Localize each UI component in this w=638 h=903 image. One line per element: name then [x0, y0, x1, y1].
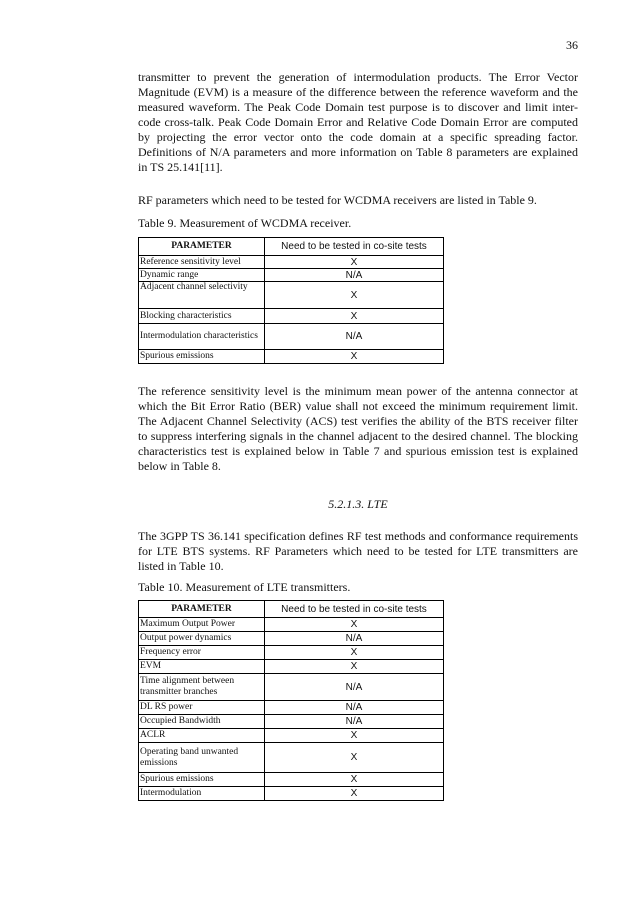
table10-cell-parameter: Spurious emissions [139, 773, 265, 787]
paragraph-wcdma-intro: RF parameters which need to be tested for WCDMA receivers are listed in Table 9. [138, 193, 537, 207]
table-row [139, 646, 444, 660]
table-row [139, 773, 444, 787]
table-row [139, 701, 444, 715]
table10-cell-parameter: Occupied Bandwidth [139, 715, 265, 729]
table10-cell-parameter: ACLR [139, 729, 265, 743]
table10-header-row [139, 601, 444, 618]
table-row [139, 282, 444, 309]
table9-cell-parameter: Intermodulation characteristics [139, 324, 265, 350]
table9-cell-value: X [265, 256, 444, 269]
table10-cell-value: X [265, 743, 444, 773]
table10-cell-parameter: Operating band unwanted emissions [139, 743, 265, 773]
table10-cell-value: X [265, 787, 444, 801]
table-row [139, 350, 444, 364]
table9 [138, 237, 444, 364]
paragraph-lte-intro: The 3GPP TS 36.141 specification defines RF test methods and conformance requirements for LTE BTS systems. RF Parameters which need to be tested for LTE transmitters are listed in Table 10. [138, 529, 578, 573]
table9-cell-value: N/A [265, 269, 444, 282]
page-number: 36 [566, 38, 578, 52]
table10-caption: Table 10. Measurement of LTE transmitters. [138, 580, 351, 594]
table10-cell-value: N/A [265, 632, 444, 646]
paragraph-evm: transmitter to prevent the generation of intermodulation products. The Error Vector Magnitude (EVM) is a measure of the difference between the reference waveform and the measured waveform. The Peak Code Domain test purpose is to discover and limit inter-code cross-talk. Peak Code Domain Error and Relative Code Domain Error are computed by projecting the error vector onto the code domain at a specific spreading factor. Definitions of N/A parameters and more information on Table 8 parameters are explained in TS 25.141[11]. [138, 70, 578, 174]
table-row [139, 632, 444, 646]
table10-cell-value: N/A [265, 715, 444, 729]
table-row [139, 787, 444, 801]
table10-cell-parameter: Frequency error [139, 646, 265, 660]
table10-header-parameter: PARAMETER [139, 601, 265, 618]
table-row [139, 256, 444, 269]
table9-cell-parameter: Spurious emissions [139, 350, 265, 364]
table10-cell-parameter: DL RS power [139, 701, 265, 715]
table10-cell-value: X [265, 729, 444, 743]
table10-cell-value: X [265, 646, 444, 660]
table9-cell-value: X [265, 350, 444, 364]
table9-header-row [139, 238, 444, 256]
table10-cell-parameter: Intermodulation [139, 787, 265, 801]
table9-header-need: Need to be tested in co-site tests [265, 238, 444, 256]
table-row [139, 324, 444, 350]
table-row [139, 660, 444, 674]
table9-header-parameter: PARAMETER [139, 238, 265, 256]
table10-header-need: Need to be tested in co-site tests [265, 601, 444, 618]
table10-cell-value: N/A [265, 701, 444, 715]
table9-caption: Table 9. Measurement of WCDMA receiver. [138, 216, 352, 230]
table10-cell-parameter: Output power dynamics [139, 632, 265, 646]
table10-cell-value: X [265, 618, 444, 632]
table10-cell-parameter: Maximum Output Power [139, 618, 265, 632]
section-heading: 5.2.1.3. LTE [328, 497, 388, 511]
table-row [139, 729, 444, 743]
table9-cell-parameter: Blocking characteristics [139, 309, 265, 324]
table-row [139, 743, 444, 773]
table9-cell-value: X [265, 309, 444, 324]
table10-cell-parameter: EVM [139, 660, 265, 674]
table9-cell-value: N/A [265, 324, 444, 350]
paragraph-reference-sensitivity: The reference sensitivity level is the minimum mean power of the antenna connector at which the Bit Error Ratio (BER) value shall not exceed the minimum requirement limit. The Adjacent Channel Selectivity (ACS) test verifies the ability of the BTS receiver filter to suppress interfering signals in the channel adjacent to the desired channel. The blocking characteristics test is explained below in Table 7 and spurious emission test is explained below in Table 8. [138, 384, 578, 473]
table10-cell-parameter: Time alignment between transmitter branches [139, 674, 265, 701]
table10 [138, 600, 444, 801]
table-row [139, 269, 444, 282]
table10-cell-value: X [265, 660, 444, 674]
table9-cell-parameter: Adjacent channel selectivity [139, 282, 265, 309]
table-row [139, 618, 444, 632]
table10-cell-value: N/A [265, 674, 444, 701]
table9-cell-parameter: Dynamic range [139, 269, 265, 282]
table-row [139, 309, 444, 324]
table9-cell-parameter: Reference sensitivity level [139, 256, 265, 269]
table-row [139, 715, 444, 729]
table10-cell-value: X [265, 773, 444, 787]
table9-cell-value: X [265, 282, 444, 309]
table-row [139, 674, 444, 701]
